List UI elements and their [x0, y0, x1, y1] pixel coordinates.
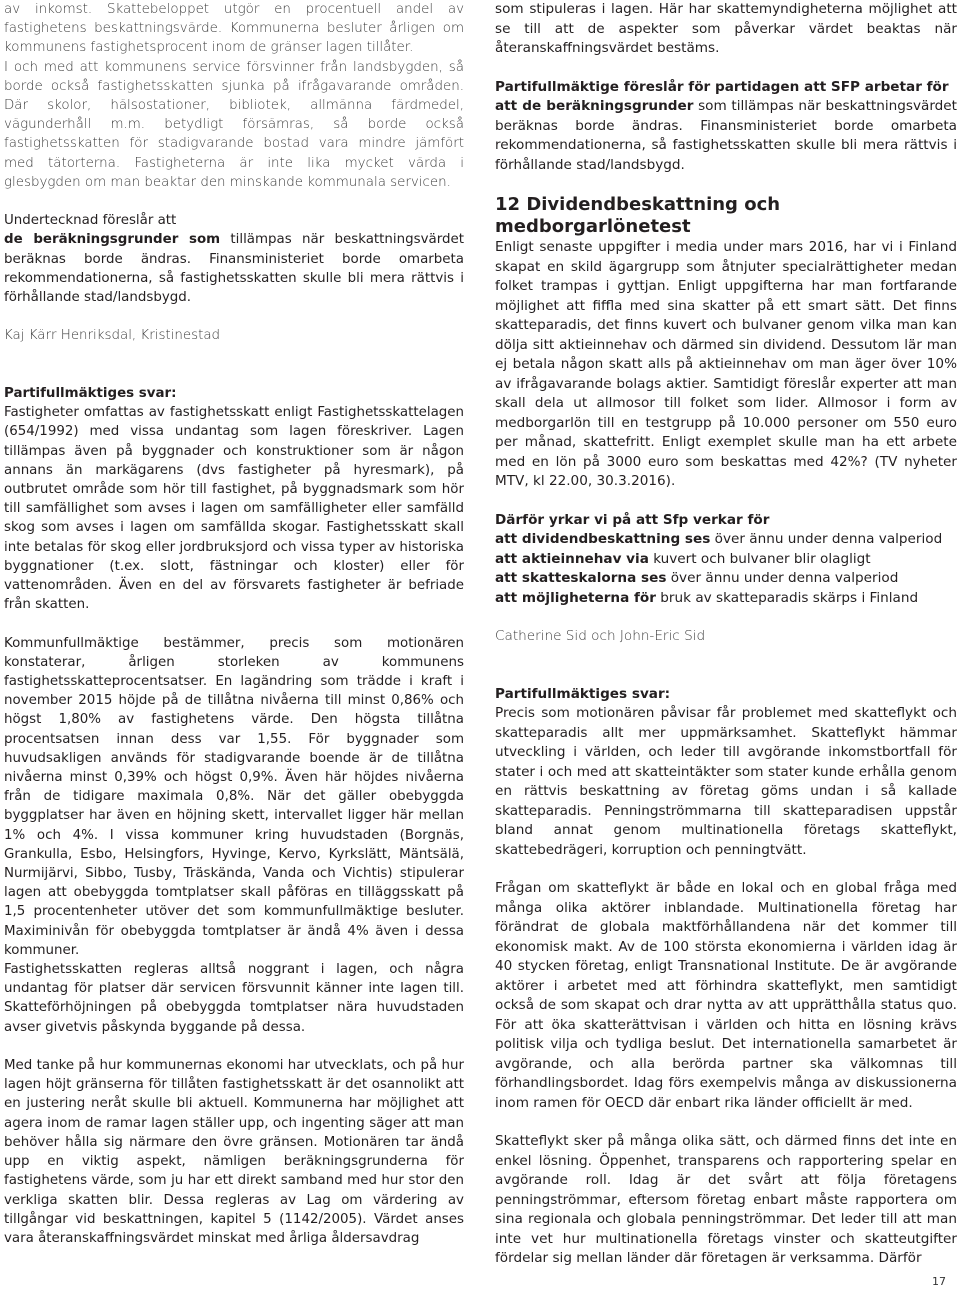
paragraph: I och med att kommunens service försvinner från landsbygden, så borde också fastighetsskatten sjunka på ifrågavarande områden. Där skolor, hälsostationer, bibliotek, allmänna färdmedel, vägunderhåll m.m. betydligt försämras, så borde också fastighetsskatten för stadigvarande bostad vara mindre jämfört med tätorterna. Fastigheterna är inte lika mycket värda i glesbygden om man beaktar den minskande kommunala servicen. [4, 59, 464, 190]
proposal-rest: som tillämpas när beskattningsvärdet beräknas borde ändras. Finansministeriet borde omarbeta rekommendationerna, så fastighetsskatten skulle bli mera rättvis i förhållande stad/landsbygd. [495, 98, 957, 173]
left-column [4, 0, 464, 1248]
proposal-bold: att de beräkningsgrunder [495, 98, 694, 114]
proposal-bold: de beräkningsgrunder som [4, 232, 221, 248]
paragraph: Med tanke på hur kommunernas ekonomi har utvecklats, och på hur lagen höjt gränserna för tillåten fastighetsskatt är det osannolikt att en justering neråt skulle bli aktuell. Kommunerna har möjlighet att agera inom de ramar lagen ställer upp, och ingenting säger att man behöver hålla sig närmare den övre gränsen. Motionären tar ändå upp en viktig aspekt, nämligen beräkningsgrunderna för fastighetens värde, som ju har ett direkt samband med hur stor den verkliga skatten blir. Dessa regleras av Lag om värdering av tillgångar vid beskattningen, kapitel 5 (1142/2005). Värdet anses vara återanskaffningsvärdet minskat med årliga åldersavdrag [4, 1058, 464, 1246]
demand-item [495, 550, 957, 570]
demand-bold: att aktieinnehav via [495, 550, 649, 567]
demand-intro: Därför yrkar vi på att Sfp verkar för [495, 511, 770, 528]
right-column [495, 0, 957, 1269]
proposal-paragraph [4, 230, 464, 307]
demand-bold: att möjligheterna för [495, 589, 656, 606]
paragraph: av inkomst. Skattebeloppet utgör en procentuell andel av fastighetens beskattningsvärde. Kommunerna besluter årligen om kommunens fastighetsprocent inom de gränser lagen tillåter. [4, 2, 464, 56]
paragraph: Enligt senaste uppgifter i media under mars 2016, har vi i Finland skapat en skild ägargrupp som åtnjuter specialrättigheter medan folket trampas i gyttjan. Enligt uppgifterna har man fortfarande möjlighet att fiffla med sina skatter på ett smart sätt. Det finns skatteparadis, det finns kuvert och bulvaner genom vilka man kan dölja sitt aktieinnehav och därmed sin dividend. Dessutom lär man ej betala någon skatt alls på aktieinnehav om man äger över 10% av ifrågavarande bolags aktier. Samtidigt föreslår experter att man skall dela ut allmosor till folket som lider. Allmosor i form av medborgarlön till en testgrupp på 10.000 personer om 550 euro per månad, skattefritt. Enligt exemplet skulle man ha ett arbete med en lön på 3000 euro som beskattas med 42%? (TV nyheter MTV, kl 22.00, 30.3.2016). [495, 239, 957, 489]
demand-item [495, 530, 957, 550]
paragraph: Kommunfullmäktige bestämmer, precis som motionären konstaterar, årligen storleken av kommunens fastighetsskatteprocentsatser. En lagändring som trädde i kraft i november 2015 höjde på de tillåtna nivåerna till minst 0,86% och högst 1,80% av fastighetens värde. Den högsta tillåtna procentsatsen innan dess var 1,55. För byggnader som huvudsakligen används för stadigvarande boende är de tillåtna nivåerna minst 0,39% och högst 0,9%. Även här höjdes nivåerna från de tidigare maximala 0,8%. När det gäller obebyggda byggplatser har även en höjning skett, intervallet ligger här mellan 1% och 4%. I vissa kommuner kring huvudstaden (Borgnäs, Grankulla, Esbo, Helsingfors, Hyvinge, Kervo, Kyrkslätt, Mäntsälä, Nurmijärvi, Sibbo, Tusby, Träskända, Vanda och Vichtis) stipulerar lagen att obebyggda tomtplatser skall påföras en tilläggsskatt på 1,5 procentenheter utöver det som kommunfullmäktige besluter. Maximinivån för obebyggda tomtplatser är ändå 4% även i dessa kommuner. [4, 635, 464, 958]
paragraph: Skatteflykt sker på många olika sätt, och därmed finns det inte en enkel lösning. Öppenhet, transparens och rapportering spelar en avgörande roll. Idag är det svårt att följa företagens penningströmmar, eftersom företag enbart måste rapportera om sina regionala och globala penningströmmar. Det leder till att man inte vet hur multinationella företags vinster och skatteutgifter fördelar sig mellan länder där företagen är verksamma. Därför [495, 1133, 957, 1266]
proposal-intro: Undertecknad föreslår att [4, 213, 177, 229]
demand-rest: över ännu under denna valperiod [666, 570, 899, 586]
signature: Kaj Kärr Henriksdal, Kristinestad [4, 328, 221, 344]
demand-rest: över ännu under denna valperiod [710, 531, 943, 547]
demand-item [495, 589, 957, 609]
proposal-bold: Partifullmäktige föreslår för partidagen att SFP arbetar för [495, 78, 949, 95]
paragraph: som stipuleras i lagen. Här har skattemyndigheterna möjlighet att se till att de aspekter som påverkar värdet beaktas när återanskaffningsvärdet bestäms. [495, 1, 957, 56]
demand-item [495, 569, 957, 589]
paragraph: Precis som motionären påvisar får problemet med skatteflykt och skatteparadis allt mer uppmärksamhet. Skatteflykt hämmar utveckling i världen, och leder till avgörande inkomstbortfall för stater i och med att skatteintäkter som stater kunde erhålla genom en rättvis beskattning av företag göms undan i så kallade skatteparadis. Penningströmmarna till skatteparadisen uppstår bland annat genom multinationella företags skatteflykt, skattebedrägeri, korruption och penningtvätt. [495, 705, 957, 858]
proposal-rest: tillämpas när beskattningsvärdet beräknas borde ändras. Finansministeriet borde omarbeta rekommendationerna, så fastighetsskatten skulle bli mera rättvis i förhållande stad/landsbygd. [4, 232, 464, 306]
paragraph: Fastighetsskatten regleras alltså noggrant i lagen, och några undantag för platser där servicen försvunnit känner inte lagen till. Skatteförhöjningen på obebyggda tomtplatser nära huvudstaden avser givetvis påskynda byggande på dessa. [4, 962, 464, 1035]
answer-heading: Partifullmäktiges svar: [4, 386, 177, 401]
paragraph: Fastigheter omfattas av fastighetsskatt enligt Fastighetsskattelagen (654/1992) med vissa undantag som lagen föreskriver. Lagen tillämpas även på byggnader och konstruktioner som är någon annans än markägarens (dvs fastigheter på hyresmark), på outbrutet område som hör till fastighet, på byggnadsmark som hör till samfällighet som avses i lagen om samfälligheter eller samfälld skog som avses i lagen om samfällda skogar. Fastighetsskatt skall inte betalas för skog eller jordbruksjord och vissa typer av historiska byggnationer (t.ex. slott, fästningar och kloster) eller för vattenområden. Även en del av försvarets fastigheter är befriade från skatten. [4, 405, 464, 613]
section-title: 12 Dividendbeskattning och medborgarlönetest [495, 194, 781, 237]
page-number: 17 [932, 1275, 946, 1288]
paragraph: Frågan om skatteflykt är både en lokal och en global fråga med många olika aktörer inblandade. Multinationella företag har förändrat de globala maktförhållandena när det kommer till ekonomisk makt. Av de 100 största ekonomierna i världen idag är 40 stycken företag, enligt Transnational Institute. De är avgörande aktörer i arbetet med att förhindra skatteflykt, men samtidigt också de som skapat och drar nytta av att upprätthålla status quo. För att öka skatterättvisan i världen och hitta en lösning krävs politisk vilja och tydliga beslut. Det internationella samarbetet är avgörande, och alla berörda partner ska välkomnas till förhandlingsbordet. Idag förs exempelvis många av diskussionerna inom ramen för OECD där enbart rika länder officiellt är med. [495, 880, 957, 1111]
demand-rest: bruk av skatteparadis skärps i Finland [655, 589, 919, 606]
demand-bold: att skatteskalorna ses [495, 570, 667, 586]
signature: Catherine Sid och John-Eric Sid [495, 628, 706, 644]
proposal-paragraph [495, 78, 957, 176]
answer-heading: Partifullmäktiges svar: [495, 685, 671, 702]
demand-rest: kuvert och bulvaner blir olagligt [648, 550, 871, 567]
demand-bold: att dividendbeskattning ses [495, 531, 711, 547]
